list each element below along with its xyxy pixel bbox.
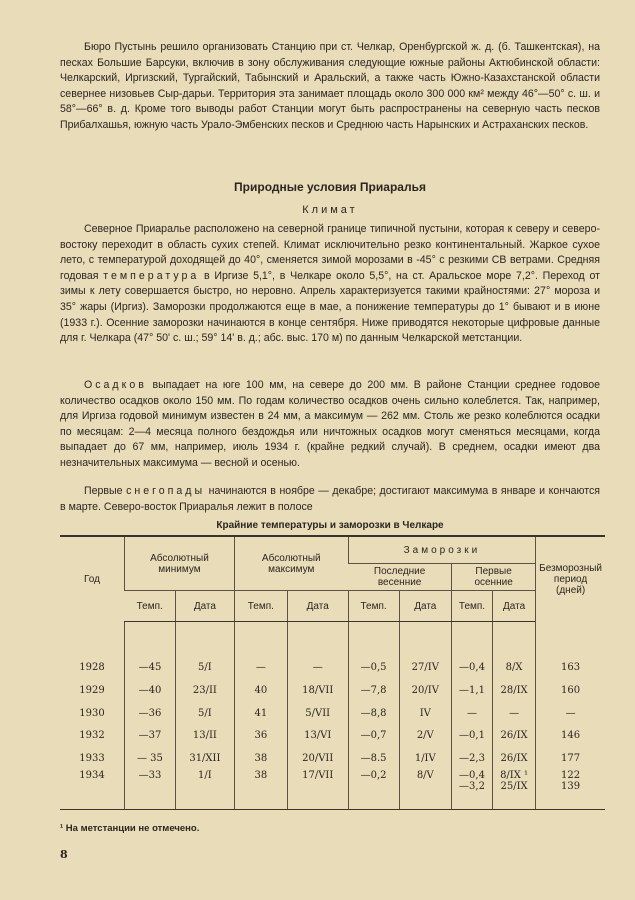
cell-autumn-temp: —0,1 — [452, 725, 493, 748]
paragraph-intro: Бюро Пустынь решило организовать Станцию при ст. Челкар, Оренбургской ж. д. (б. Ташкентская), на песках Большие Барсуки, включив в зону обслуживания следующие южные районы Актюбинской области: Челкарский, Иргизский, Тургайский, Табынский и Аральский, а также часть Южно-Казахстанской области севернее низовьев Сыр-дарьи. Территория эта занимает площадь около 300 000 км² между 46°—50° с. ш. и 58°—66° в. д. Кроме того выводы работ Станции могут быть распространены на северную часть песков Прибалхашья, южную часть Урало-Эмбенских песков и Среднюю часть Нарынских и Астраханских песков. — [60, 41, 600, 131]
col-last-spring: Последние весенние — [348, 564, 451, 591]
cell-min-temp: — 35 — [125, 747, 176, 770]
cell-max-date: — — [287, 656, 348, 679]
cell-autumn-temp-b: —3,2 — [459, 781, 485, 793]
cell-frost-free — [536, 770, 605, 809]
cell-autumn-date: — — [492, 702, 535, 725]
cell-min-date: 5/I — [175, 702, 234, 725]
cell-max-date: 5/VII — [287, 702, 348, 725]
cell-max-temp: 36 — [234, 725, 287, 748]
cell-spring-temp: —0,7 — [348, 725, 399, 748]
cell-spring-temp: —8.5 — [348, 747, 399, 770]
cell-frost-free: 160 — [536, 679, 605, 702]
col-frost-free: Безморозный период (дней) — [536, 536, 605, 622]
cell-min-temp: —45 — [125, 656, 176, 679]
cell-spring-date: IV — [399, 702, 452, 725]
cell-max-temp: 38 — [234, 770, 287, 809]
footnote: ¹ На метстанции не отмечено. — [60, 823, 200, 834]
section-heading: Природные условия Приаралья — [234, 180, 426, 194]
cell-max-temp: — — [234, 656, 287, 679]
cell-frost-free: 177 — [536, 747, 605, 770]
cell-spring-date: 1/IV — [399, 747, 452, 770]
snow-term: снегопады — [126, 485, 206, 497]
col-spring-temp: Темп. — [348, 591, 399, 622]
paragraph-snowfall — [60, 484, 600, 515]
cell-max-temp: 41 — [234, 702, 287, 725]
cell-max-date: 20/VII — [287, 747, 348, 770]
cell-autumn-date-b: 25/IX — [500, 781, 528, 793]
cell-spring-date: 20/IV — [399, 679, 452, 702]
cell-max-date: 13/VI — [287, 725, 348, 748]
precip-term: Осадков — [84, 379, 147, 391]
cell-spring-temp: —7,8 — [348, 679, 399, 702]
col-max-date: Дата — [287, 591, 348, 622]
snow-text-b: начинаются в ноябре — декабре; достигают максимума в январе и кончаются в марте. Северо-восток Приаралья лежит в полосе — [60, 485, 600, 513]
col-year: Год — [60, 536, 125, 622]
col-autumn-temp: Темп. — [452, 591, 493, 622]
table-row — [60, 656, 605, 679]
table-row — [60, 702, 605, 725]
cell-autumn-date: 28/IX — [492, 679, 535, 702]
table-title: Крайние температуры и заморозки в Челкаре — [216, 520, 444, 531]
cell-year: 1933 — [79, 753, 105, 765]
col-max-temp: Темп. — [234, 591, 287, 622]
table-row — [60, 725, 605, 748]
cell-year: 1932 — [79, 730, 105, 742]
col-abs-max: Абсолютный максимум — [234, 536, 348, 591]
table-row — [60, 770, 605, 809]
cell-min-temp: —36 — [125, 702, 176, 725]
cell-spring-date: 8/V — [399, 770, 452, 809]
col-min-date: Дата — [175, 591, 234, 622]
cell-autumn-date — [492, 770, 535, 809]
cell-autumn-temp-a: —0,4 — [459, 770, 485, 782]
snow-text-a: Первые — [84, 485, 123, 497]
col-spring-date: Дата — [399, 591, 452, 622]
col-autumn-date: Дата — [492, 591, 535, 622]
table-row — [60, 747, 605, 770]
paragraph-climate — [60, 222, 600, 347]
cell-frost-free: 163 — [536, 656, 605, 679]
cell-year: 1928 — [79, 662, 105, 674]
cell-min-date: 5/I — [175, 656, 234, 679]
cell-autumn-date: 26/IX — [492, 725, 535, 748]
page-number: 8 — [60, 848, 68, 861]
cell-autumn-temp: —1,1 — [452, 679, 493, 702]
cell-frost-free-a: 122 — [561, 770, 581, 782]
cell-frost-free: — — [536, 702, 605, 725]
col-frosts: Заморозки — [348, 536, 536, 564]
climate-text-b: в Иргизе 5,1°, в Челкаре около 5,5°, на ст. Аральское море 7,2°. Переход от зимы к лету совершается быстро, но неровно. Апрель характеризуется такими крайностями: 27° мороза и 35° жары (Иргиз). Заморозки продолжаются еще в мае, а понижение температуры до 1° бывают и в июне (1933 г.). Осенние заморозки начинаются в конце сентября. Ниже приводятся некоторые цифровые данные для г. Челкара (47° 50' с. ш.; 59° 14' в. д.; абс. выс. 170 м) по данным Челкарской метстанции. — [60, 269, 600, 345]
cell-max-date: 18/VII — [287, 679, 348, 702]
cell-autumn-temp: — — [452, 702, 493, 725]
subsection-heading: Климат — [302, 204, 358, 216]
cell-max-temp: 40 — [234, 679, 287, 702]
cell-year: 1930 — [79, 707, 105, 719]
cell-year: 1929 — [79, 684, 105, 696]
cell-autumn-temp: —0,4 — [452, 656, 493, 679]
precip-text: выпадает на юге 100 мм, на севере до 200 мм. В районе Станции среднее годовое количество осадков около 150 мм. По годам количество осадков очень сильно колеблется. Так, например, для Иргиза годовой минимум известен в 24 мм, а максимум — 262 мм. Столь же резко колеблются осадки по месяцам: 2—4 месяца полного бездождья или ничтожных осадков могут сменяться месяцами, когда выпадает до 67 мм, например, июль 1934 г. (крайне редкий случай). В среднем, осадки имеют два незначительных максимума — весной и осенью. — [60, 379, 600, 469]
cell-min-temp: —33 — [125, 770, 176, 809]
cell-min-temp: —37 — [125, 725, 176, 748]
cell-max-temp: 38 — [234, 747, 287, 770]
cell-min-temp: —40 — [125, 679, 176, 702]
temperature-table — [60, 535, 605, 810]
cell-spring-date: 27/IV — [399, 656, 452, 679]
climate-text-a: Северное Приаралье расположено на северной границе типичной пустыни, которая к северу и северо-востоку переходит в область сухих степей. Климат исключительно резко континентальный. Жаркое сухое лето, с температурой доходящей до 40°, сменяется зимой морозами в -45° с резкими СВ ветрами. Средняя годовая — [60, 223, 600, 282]
table-spacer-row — [60, 622, 605, 657]
cell-min-date: 31/XII — [175, 747, 234, 770]
cell-spring-temp: —0,5 — [348, 656, 399, 679]
cell-spring-temp: —8,8 — [348, 702, 399, 725]
cell-min-date: 1/I — [175, 770, 234, 809]
cell-frost-free: 146 — [536, 725, 605, 748]
climate-term-temperature: температура — [103, 269, 200, 282]
cell-autumn-date: 8/X — [492, 656, 535, 679]
cell-autumn-temp: —2,3 — [452, 747, 493, 770]
paragraph-precipitation — [60, 378, 600, 472]
cell-year: 1934 — [60, 770, 125, 809]
cell-frost-free-b: 139 — [561, 781, 581, 793]
cell-min-date: 13/II — [175, 725, 234, 748]
cell-spring-temp: —0,2 — [348, 770, 399, 809]
cell-max-date: 17/VII — [287, 770, 348, 809]
col-abs-min: Абсолютный минимум — [125, 536, 235, 591]
cell-autumn-date-a: 8/IX ¹ — [500, 770, 529, 782]
col-first-autumn: Первые осенние — [452, 564, 536, 591]
cell-autumn-temp — [452, 770, 493, 809]
cell-min-date: 23/II — [175, 679, 234, 702]
col-min-temp: Темп. — [125, 591, 176, 622]
cell-autumn-date: 26/IX — [492, 747, 535, 770]
cell-spring-date: 2/V — [399, 725, 452, 748]
table-row — [60, 679, 605, 702]
